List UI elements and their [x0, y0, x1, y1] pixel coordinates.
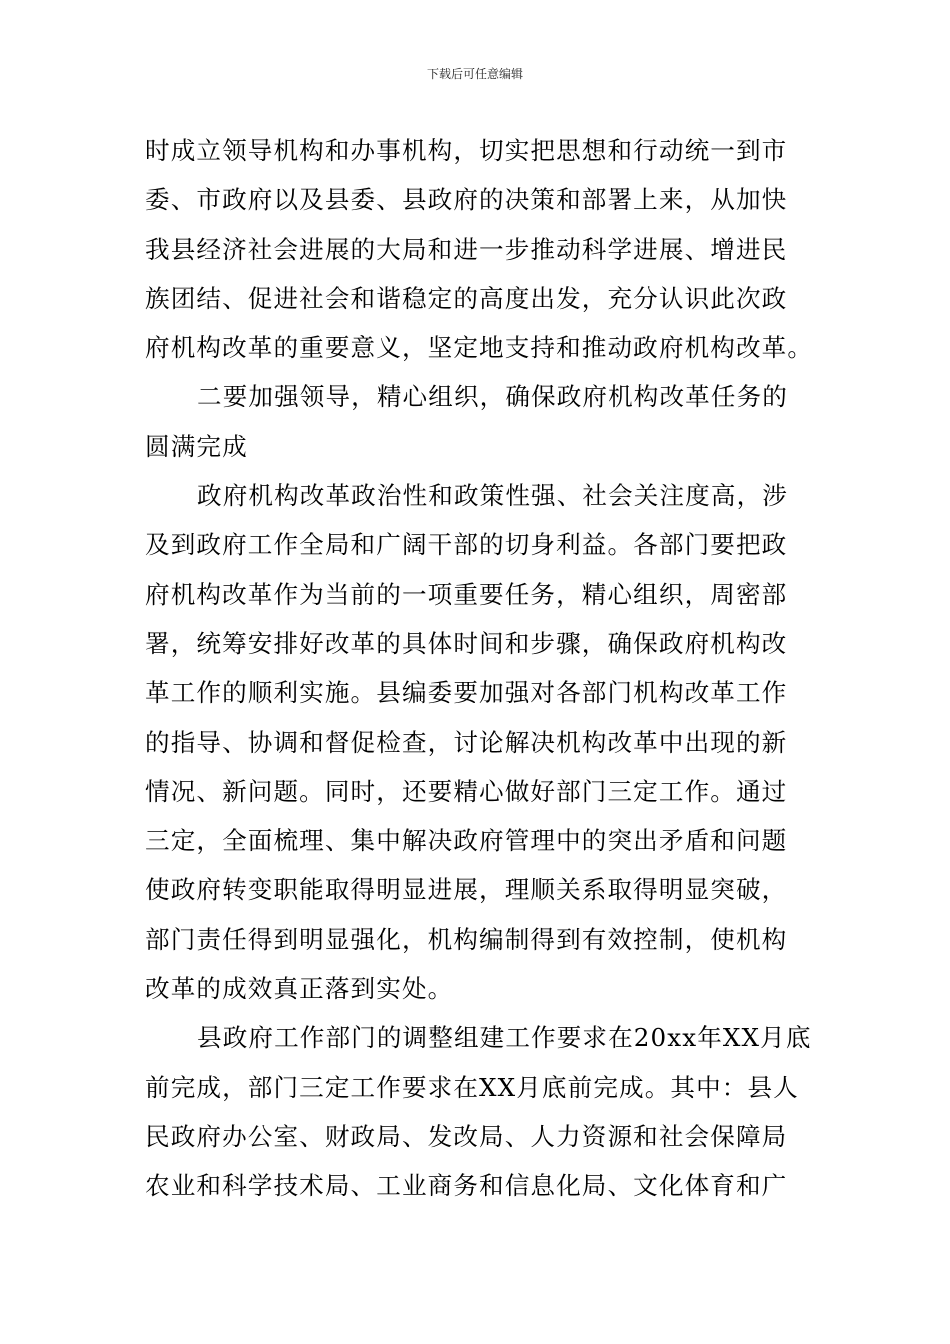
text-line: 民政府办公室、财政局、发改局、人力资源和社会保障局: [145, 1121, 788, 1151]
text-line: 使政府转变职能取得明显进展，理顺关系取得明显突破，: [145, 875, 788, 905]
text-line: 时成立领导机构和办事机构，切实把思想和行动统一到市: [145, 136, 788, 165]
paragraph-3: [145, 471, 807, 1013]
text-line: 圆满完成: [145, 431, 248, 461]
page-header: 下载后可任意编辑: [426, 67, 523, 81]
text-line: 府机构改革的重要意义，坚定地支持和推动政府机构改革。: [145, 333, 814, 363]
text-line: 二要加强领导，精心组织，确保政府机构改革任务的: [197, 382, 788, 412]
text-line: 前完成，部门三定工作要求在XX月底前完成。其中：县人: [145, 1072, 799, 1102]
text-line: 县政府工作部门的调整组建工作要求在20xx年XX月底: [197, 1023, 812, 1053]
paragraph-1: [145, 126, 814, 372]
text-line: 农业和科学技术局、工业商务和信息化局、文化体育和广: [145, 1171, 788, 1201]
paragraph-4: [145, 1013, 812, 1210]
text-line: 政府机构改革政治性和政策性强、社会关注度高，涉: [197, 481, 788, 511]
text-line: 情况、新问题。同时，还要精心做好部门三定工作。通过: [145, 776, 788, 806]
section-heading-2: [145, 372, 807, 471]
text-line: 委、市政府以及县委、县政府的决策和部署上来，从加快: [145, 185, 788, 215]
text-line: 我县经济社会进展的大局和进一步推动科学进展、增进民: [145, 234, 788, 264]
text-line: 及到政府工作全局和广阔干部的切身利益。各部门要把政: [145, 530, 788, 560]
text-line: 府机构改革作为当前的一项重要任务，精心组织，周密部: [145, 579, 788, 609]
text-line: 的指导、协调和督促检查，讨论解决机构改革中出现的新: [145, 727, 788, 757]
text-line: 署，统筹安排好改革的具体时间和步骤，确保政府机构改: [145, 628, 788, 658]
text-line: 革工作的顺利实施。县编委要加强对各部门机构改革工作: [145, 678, 788, 708]
text-line: 三定，全面梳理、集中解决政府管理中的突出矛盾和问题: [145, 826, 788, 856]
text-line: 部门责任得到明显强化，机构编制得到有效控制，使机构: [145, 924, 788, 954]
text-line: 族团结、促进社会和谐稳定的高度出发，充分认识此次政: [145, 283, 788, 313]
document-body: [145, 126, 814, 1211]
text-line: 改革的成效真正落到实处。: [145, 974, 454, 1004]
